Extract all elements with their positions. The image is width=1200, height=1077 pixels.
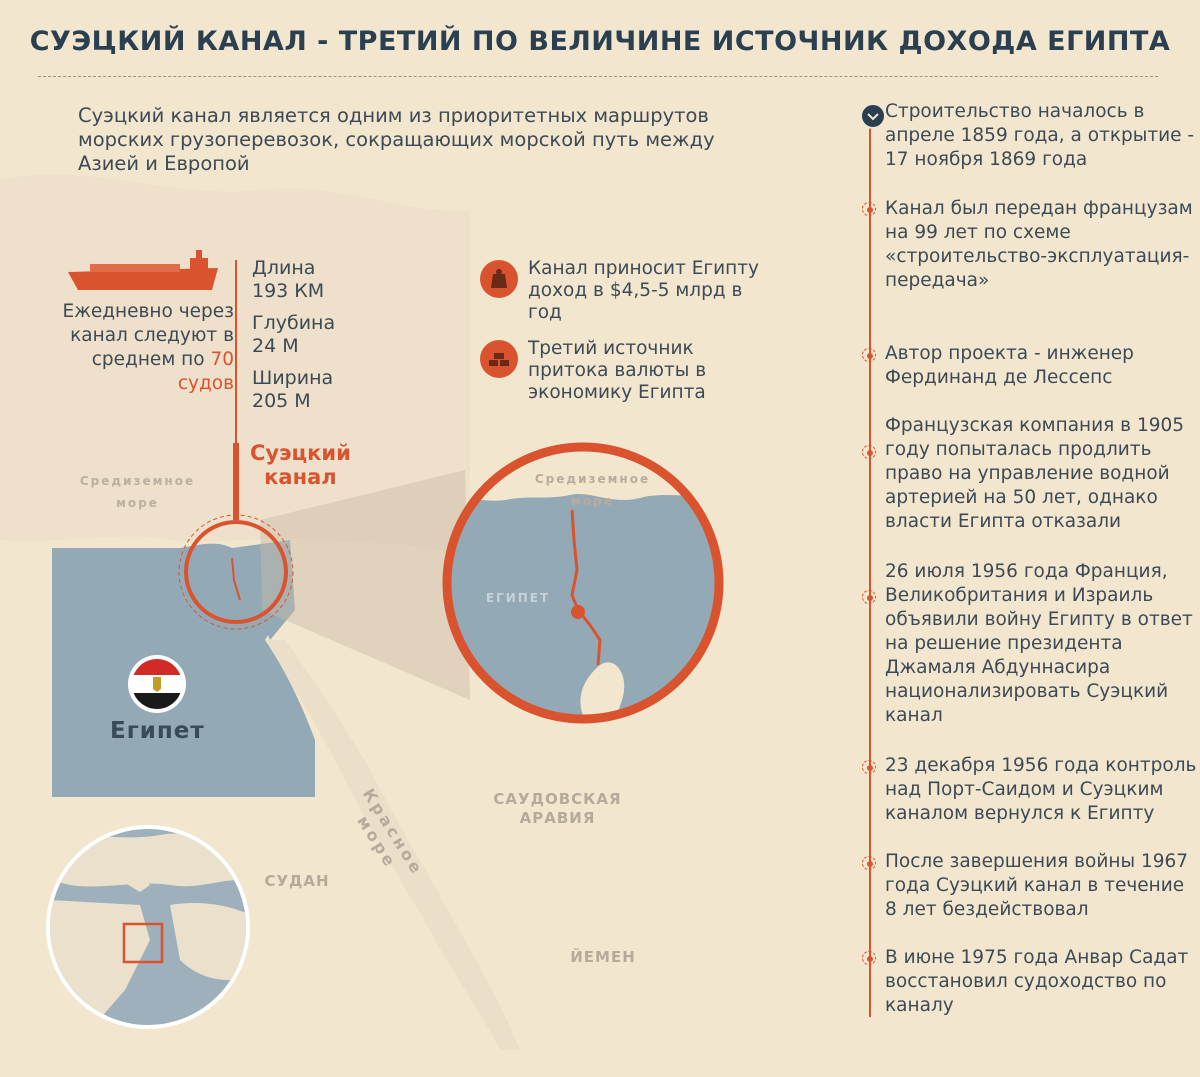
timeline-event: После завершения войны 1967 года Суэцкий канал в течение 8 лет бездействовал: [885, 851, 1189, 920]
money-bag-icon: [480, 260, 518, 298]
timeline-event: 26 июля 1956 года Франция, Великобритания и Израиль объявили войну Египту в ответ на решение президента Джамаля Абдуннасира национализировать Суэцкий канал: [885, 561, 1193, 726]
timeline-event: 23 декабря 1956 года контроль над Порт-Саидом и Суэцким каналом вернулся к Египту: [885, 755, 1197, 824]
red-sea-label: Красное море: [353, 785, 428, 879]
ships-text-before: Ежедневно через канал следуют в среднем по: [62, 301, 234, 370]
stats-divider-line: [235, 260, 237, 443]
canal-pointer-line: [233, 443, 239, 520]
stat-value: 24 М: [252, 335, 299, 357]
sea-label-line-1: Средиземное: [534, 472, 651, 486]
egypt-flag-icon: [128, 655, 186, 713]
timeline-dot-icon: [862, 348, 878, 364]
gold-bars-icon: [480, 340, 518, 378]
stat-depth: [252, 312, 392, 358]
info-revenue-text: Канал приносит Египту доход в $4,5-5 млрд в год: [528, 258, 759, 323]
mediterranean-label: [70, 470, 205, 514]
timeline-event: Автор проекта - инженер Фердинанд де Лессепс: [885, 343, 1134, 388]
ships-per-day-text: [44, 300, 234, 396]
zoom-egypt-label: ЕГИПЕТ: [485, 591, 551, 605]
timeline-line: [869, 112, 871, 1017]
suez-canal-label: [250, 441, 351, 489]
timeline-event: Канал был передан французам на 99 лет по схеме «строительство-эксплуатация-передача»: [885, 198, 1193, 291]
timeline-dot-icon: [862, 590, 878, 606]
canal-stats: [252, 257, 392, 422]
stat-label: Глубина: [252, 312, 336, 334]
sea-label-line-2: море: [116, 496, 159, 510]
stat-label: Длина: [252, 257, 316, 279]
sea-label-line-1: Средиземное: [79, 474, 196, 488]
egypt-label: Египет: [110, 718, 205, 744]
page-title: СУЭЦКИЙ КАНАЛ - ТРЕТИЙ ПО ВЕЛИЧИНЕ ИСТОЧНИК ДОХОДА ЕГИПТА: [29, 26, 1171, 57]
stat-width: [252, 367, 392, 413]
yemen-label: ЙЕМЕН: [570, 948, 636, 966]
saudi-label-line-1: САУДОВСКАЯ: [493, 790, 622, 808]
sudan-label: СУДАН: [264, 872, 330, 890]
stat-value: 205 М: [252, 390, 311, 412]
info-currency-text: Третий источник притока валюты в экономику Египта: [528, 338, 707, 403]
timeline-dot-icon: [862, 951, 878, 967]
ships-count: 70: [210, 349, 234, 370]
sea-label-line-2: море: [571, 494, 614, 508]
stat-label: Ширина: [252, 367, 334, 389]
timeline-dot-icon: [862, 445, 878, 461]
timeline-event: Строительство началось в апреле 1859 года, а открытие - 17 ноября 1869 года: [885, 101, 1195, 170]
stat-length: [252, 257, 392, 303]
stat-value: 193 КМ: [252, 280, 325, 302]
bitter-lake: [571, 605, 585, 619]
canal-label-line-2: канал: [264, 465, 337, 489]
title-divider: [38, 76, 1158, 77]
intro-text: Суэцкий канал является одним из приоритетных маршрутов морских грузоперевозок, сокращающих морской путь между Азией и Европой: [78, 104, 715, 175]
canal-label-line-1: Суэцкий: [250, 441, 351, 465]
timeline-dot-icon: [862, 760, 878, 776]
timeline-dot-icon: [862, 202, 878, 218]
timeline-start-chevron-icon: [860, 103, 886, 129]
saudi-label-line-2: АРАВИЯ: [519, 809, 596, 827]
zoom-mediterranean-label: [525, 468, 660, 512]
timeline-dot-icon: [862, 856, 878, 872]
ships-text-after: судов: [177, 373, 234, 394]
timeline-event: В июне 1975 года Анвар Садат восстановил судоходство по каналу: [885, 947, 1189, 1016]
saudi-arabia-label: [490, 790, 625, 828]
timeline-event: Французская компания в 1905 году попыталась продлить право на управление водной артерией на 50 лет, однако власти Египта отказали: [885, 415, 1185, 532]
